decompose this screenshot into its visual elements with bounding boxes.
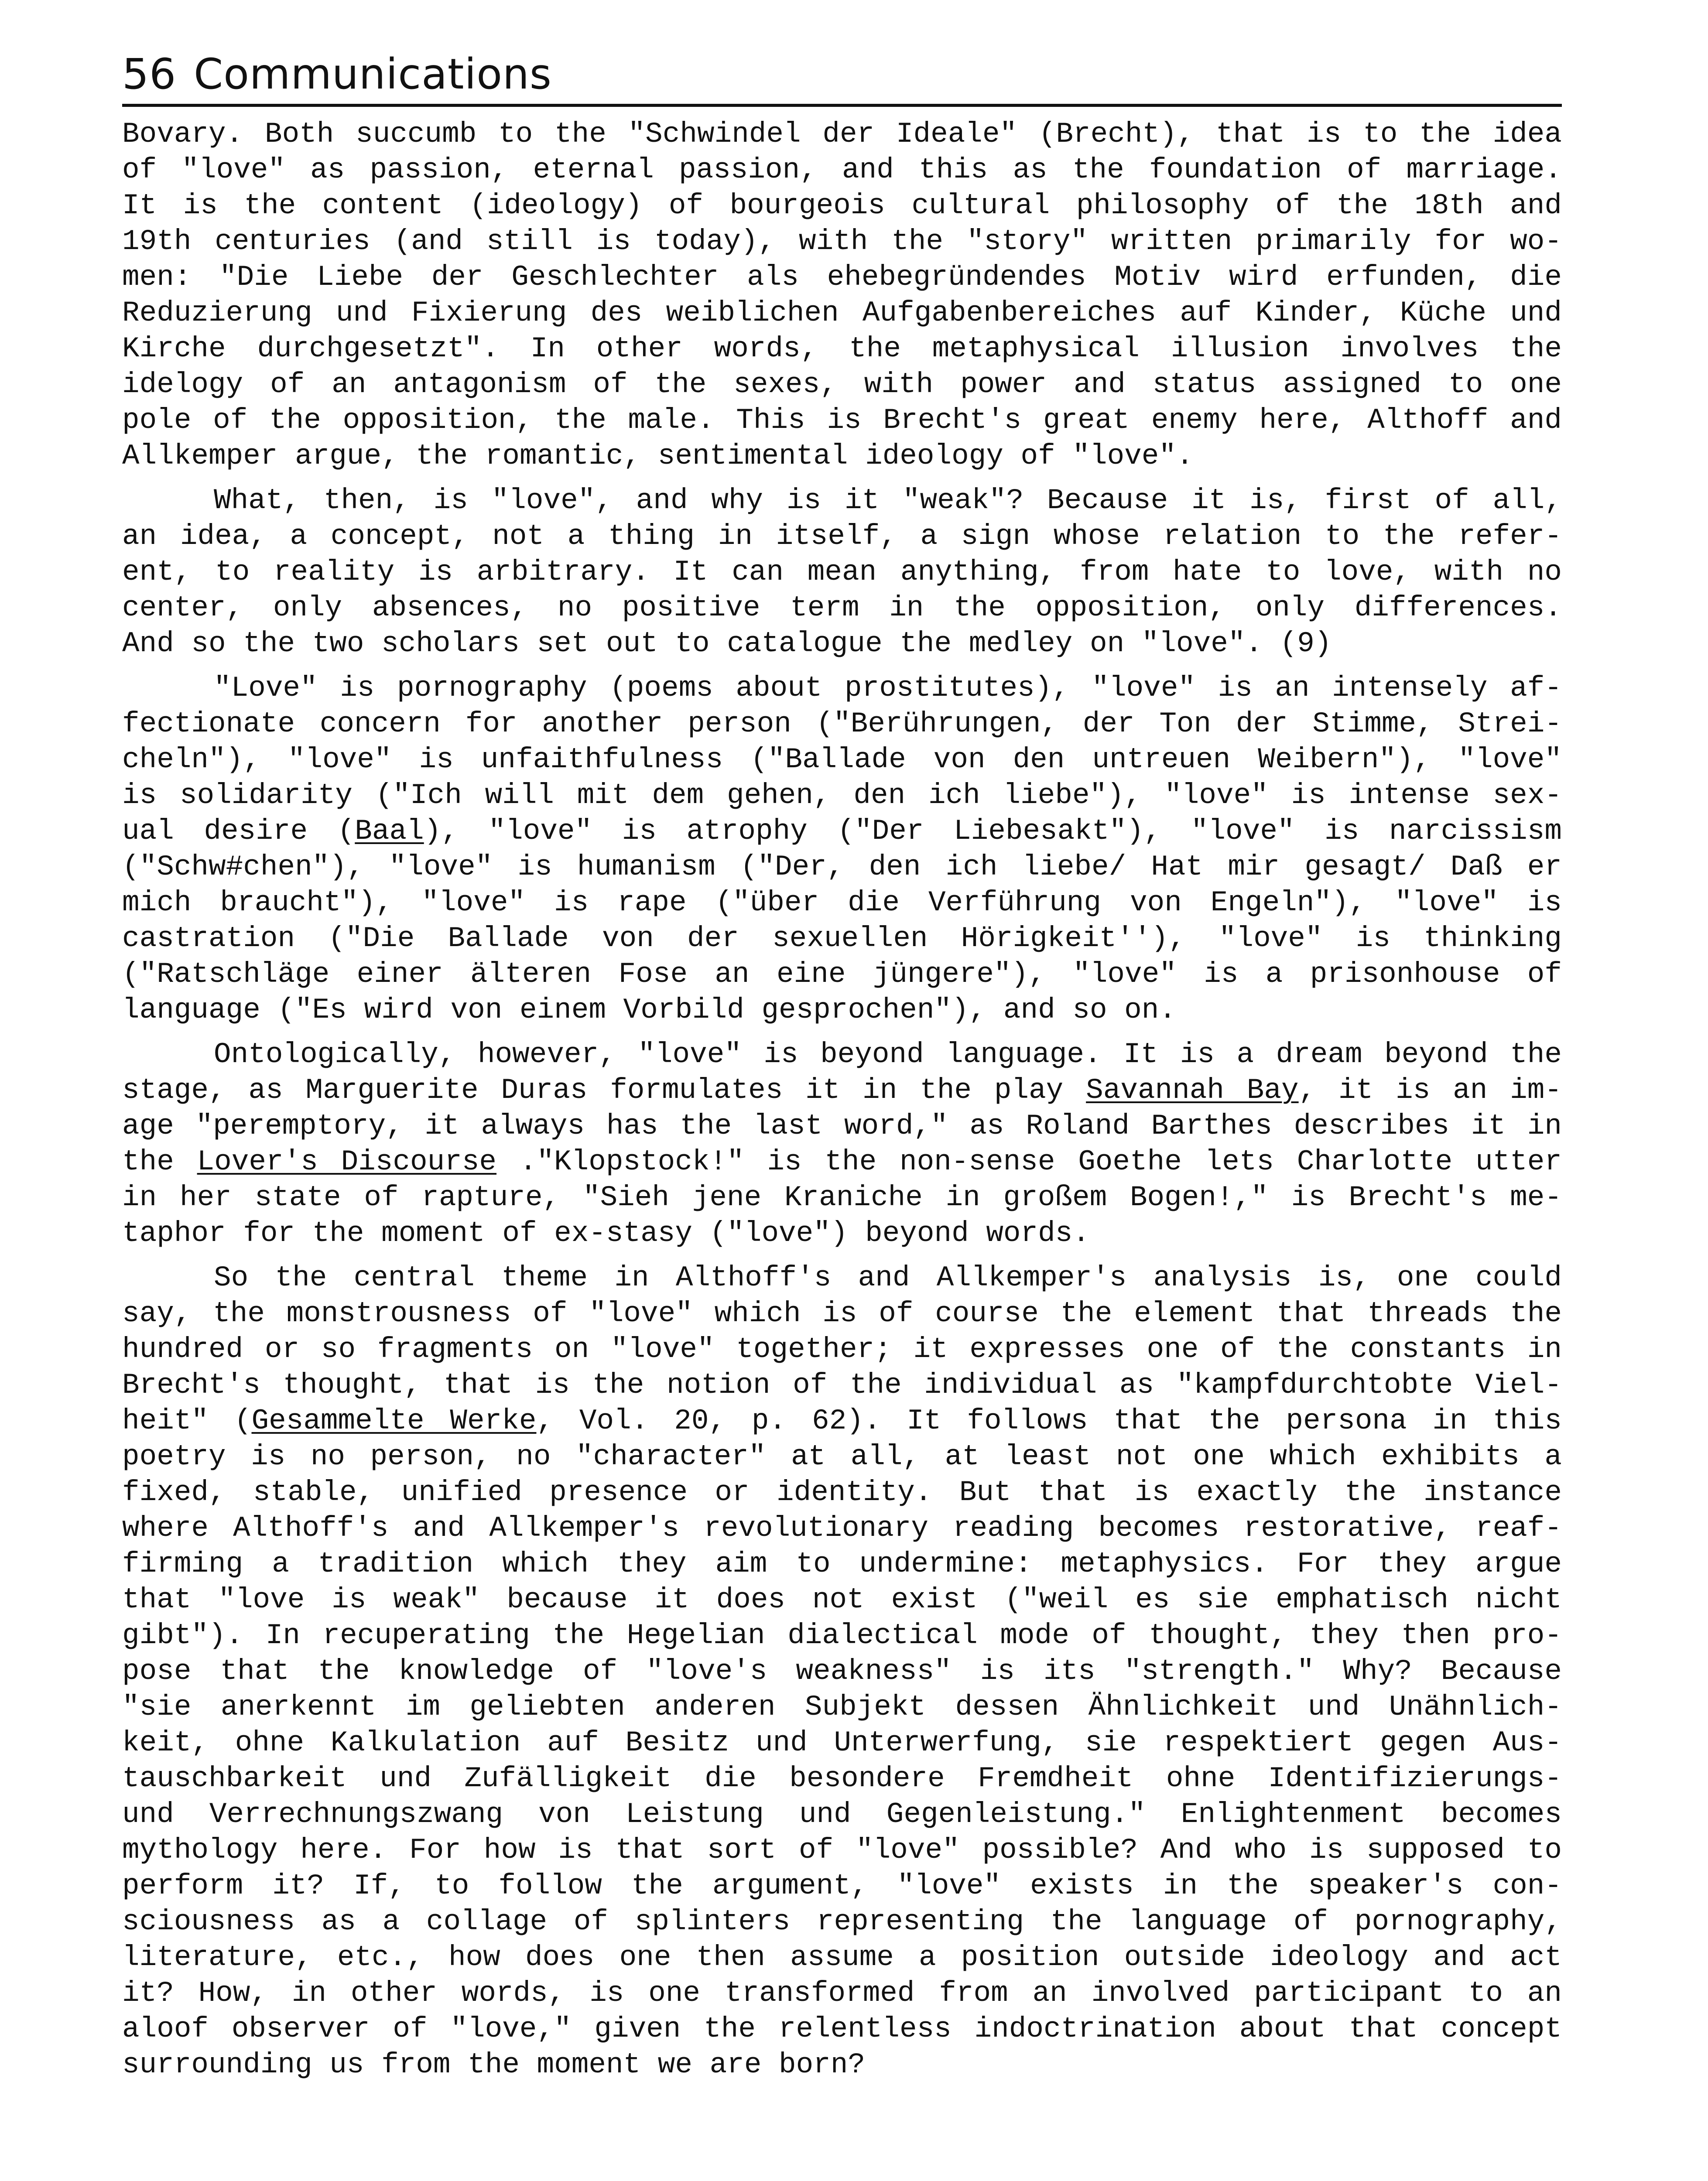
text-line: in her state of rapture, "Sieh jene Kraniche in großem Bogen!," is Brecht's me-	[122, 1181, 1562, 1214]
text-line: hundred or so fragments on "love" together; it expresses one of the constants in	[122, 1333, 1562, 1366]
text-line: "Love" is pornography (poems about prostitutes), "love" is an intensely af-	[214, 672, 1562, 704]
text-line: cheln"), "love" is unfaithfulness ("Ballade von den untreuen Weibern"), "love"	[122, 743, 1562, 776]
text-line: Ontologically, however, "love" is beyond language. It is a dream beyond the	[214, 1038, 1562, 1071]
text-line: und Verrechnungszwang von Leistung und Gegenleistung." Enlightenment becomes	[122, 1798, 1562, 1831]
text-line: So the central theme in Althoff's and Allkemper's analysis is, one could	[214, 1261, 1562, 1294]
text-line: center, only absences, no positive term in the opposition, only differences.	[122, 591, 1562, 624]
text-line: And so the two scholars set out to catalogue the medley on "love". (9)	[122, 627, 1332, 660]
text-line: the Lover's Discourse ."Klopstock!" is the non-sense Goethe lets Charlotte utter	[122, 1145, 1562, 1178]
text-line: literature, etc., how does one then assume a position outside ideology and act	[122, 1941, 1562, 1974]
paragraph	[122, 116, 1562, 474]
text-line: that "love is weak" because it does not exist ("weil es sie emphatisch nicht	[122, 1583, 1562, 1616]
text-line: sciousness as a collage of splinters representing the language of pornography,	[122, 1905, 1562, 1938]
text-line: Reduzierung und Fixierung des weiblichen Aufgabenbereiches auf Kinder, Küche und	[122, 297, 1562, 329]
text-line: surrounding us from the moment we are born?	[122, 2048, 866, 2081]
text-line: it? How, in other words, is one transformed from an involved participant to an	[122, 1977, 1562, 2010]
text-line: idelogy of an antagonism of the sexes, with power and status assigned to one	[122, 368, 1562, 401]
text-line: pole of the opposition, the male. This is Brecht's great enemy here, Althoff and	[122, 404, 1562, 437]
text-line: fectionate concern for another person ("Berührungen, der Ton der Stimme, Strei-	[122, 708, 1562, 740]
text-line: firming a tradition which they aim to undermine: metaphysics. For they argue	[122, 1548, 1562, 1580]
paragraph	[122, 1037, 1562, 1251]
underlined-title: Lover's Discourse	[197, 1145, 497, 1178]
text-line: "sie anerkennt im geliebten anderen Subjekt dessen Ähnlichkeit und Unähnlich-	[122, 1691, 1562, 1723]
text-line: Kirche durchgesetzt". In other words, the metaphysical illusion involves the	[122, 332, 1562, 365]
underlined-title: Gesammelte Werke	[251, 1405, 537, 1437]
text-line: keit, ohne Kalkulation auf Besitz und Unterwerfung, sie respektiert gegen Aus-	[122, 1726, 1562, 1759]
paragraph-gap	[122, 474, 1562, 483]
paragraph	[122, 1260, 1562, 2083]
paragraph	[122, 670, 1562, 1028]
text-line: men: "Die Liebe der Geschlechter als ehebegründendes Motiv wird erfunden, die	[122, 261, 1562, 294]
text-line: ("Schw#chen"), "love" is humanism ("Der, den ich liebe/ Hat mir gesagt/ Daß er	[122, 851, 1562, 883]
text-line: an idea, a concept, not a thing in itself, a sign whose relation to the refer-	[122, 520, 1562, 553]
header-rule	[122, 104, 1562, 107]
section-title: Communications	[194, 50, 552, 99]
text-line: ual desire (Baal), "love" is atrophy ("Der Liebesakt"), "love" is narcissism	[122, 815, 1562, 848]
text-line: What, then, is "love", and why is it "weak"? Because it is, first of all,	[214, 484, 1562, 517]
paragraph-gap	[122, 662, 1562, 670]
paragraph-gap	[122, 1028, 1562, 1037]
document-page	[122, 48, 1562, 2083]
page-header	[122, 48, 1562, 100]
text-line: heit" (Gesammelte Werke, Vol. 20, p. 62). It follows that the persona in this	[122, 1405, 1562, 1437]
text-line: of "love" as passion, eternal passion, and this as the foundation of marriage.	[122, 154, 1562, 186]
underlined-title: Baal	[355, 815, 424, 848]
text-line: Allkemper argue, the romantic, sentimental ideology of "love".	[122, 440, 1194, 472]
underlined-title: Savannah Bay	[1086, 1074, 1299, 1107]
text-line: fixed, stable, unified presence or identity. But that is exactly the instance	[122, 1476, 1562, 1509]
page-number: 56	[122, 50, 177, 99]
article-body	[122, 116, 1562, 2083]
text-line: Brecht's thought, that is the notion of the individual as "kampfdurchtobte Viel-	[122, 1369, 1562, 1402]
text-line: 19th centuries (and still is today), with the "story" written primarily for wo-	[122, 225, 1562, 258]
text-line: pose that the knowledge of "love's weakness" is its "strength." Why? Because	[122, 1655, 1562, 1688]
text-line: mythology here. For how is that sort of "love" possible? And who is supposed to	[122, 1834, 1562, 1866]
text-line: taphor for the moment of ex-stasy ("love") beyond words.	[122, 1217, 1090, 1250]
paragraph-gap	[122, 1251, 1562, 1260]
text-line: castration ("Die Ballade von der sexuellen Hörigkeit''), "love" is thinking	[122, 922, 1562, 955]
text-line: say, the monstrousness of "love" which is of course the element that threads the	[122, 1297, 1562, 1330]
text-line: gibt"). In recuperating the Hegelian dialectical mode of thought, they then pro-	[122, 1619, 1562, 1652]
text-line: where Althoff's and Allkemper's revolutionary reading becomes restorative, reaf-	[122, 1512, 1562, 1545]
text-line: age "peremptory, it always has the last word," as Roland Barthes describes it in	[122, 1110, 1562, 1142]
text-line: ("Ratschläge einer älteren Fose an eine jüngere"), "love" is a prisonhouse of	[122, 958, 1562, 991]
text-line: mich braucht"), "love" is rape ("über die Verführung von Engeln"), "love" is	[122, 886, 1562, 919]
text-line: ent, to reality is arbitrary. It can mean anything, from hate to love, with no	[122, 556, 1562, 588]
text-line: poetry is no person, no "character" at all, at least not one which exhibits a	[122, 1440, 1562, 1473]
text-line: is solidarity ("Ich will mit dem gehen, den ich liebe"), "love" is intense sex-	[122, 779, 1562, 812]
text-line: aloof observer of "love," given the relentless indoctrination about that concept	[122, 2013, 1562, 2045]
text-line: perform it? If, to follow the argument, "love" exists in the speaker's con-	[122, 1870, 1562, 1902]
text-line: language ("Es wird von einem Vorbild gesprochen"), and so on.	[122, 994, 1176, 1026]
text-line: It is the content (ideology) of bourgeois cultural philosophy of the 18th and	[122, 189, 1562, 222]
text-line: stage, as Marguerite Duras formulates it in the play Savannah Bay, it is an im-	[122, 1074, 1562, 1107]
text-line: Bovary. Both succumb to the "Schwindel der Ideale" (Brecht), that is to the idea	[122, 118, 1562, 150]
text-line: tauschbarkeit und Zufälligkeit die besondere Fremdheit ohne Identifizierungs-	[122, 1762, 1562, 1795]
paragraph	[122, 483, 1562, 662]
